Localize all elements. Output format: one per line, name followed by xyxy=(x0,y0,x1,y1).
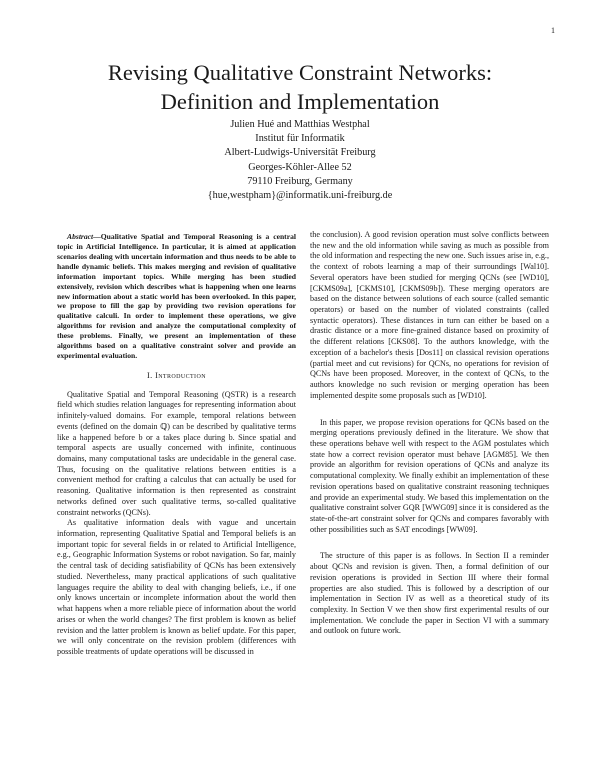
author-city: 79110 Freiburg, Germany xyxy=(247,175,353,187)
intro-paragraph-5: The structure of this paper is as follows. In Section II a reminder about QCNs and revision is given. Then, a formal definition of our revision operations is provided in Section III where their formal properties are also studied. This is followed by a description of our implementation in Section IV as well as a theoretical study of its complexity. In Section V we then show first experimental results of our implementation. We conclude the paper in Section VI with a summary and outlook on future work. xyxy=(310,551,549,636)
author-university: Albert-Ludwigs-Universität Freiburg xyxy=(224,147,376,159)
author-street: Georges-Köhler-Allee 52 xyxy=(248,161,352,173)
abstract xyxy=(57,232,296,361)
paragraph-gap xyxy=(310,402,549,418)
right-column xyxy=(310,230,549,637)
intro-paragraph-2: As qualitative information deals with vague and uncertain information, representing Qualitative Spatial and Temporal beliefs is an important topic for several fields in or related to Artificial Intelligence, e.g., Geographic Information Systems or robot navigation. So far, mainly the central task of deciding satisfiability of QCNs has been extensively studied. Nevertheless, many practical applications of such qualitative languages require the ability to deal with changing beliefs, i.e., if one only knows uncertain or incomplete information about the world then what happens when a more reliable piece of information about the world arises or when the world changes? The first problem is known as belief revision and the latter problem is known as belief update. For this paper, we will only concentrate on the revision problem (differences with possible treatments of update operations will be discussed in xyxy=(57,518,296,656)
author-email: {hue,westpham}@informatik.uni-freiburg.de xyxy=(207,190,393,202)
intro-paragraph-4: In this paper, we propose revision operations for QCNs based on the merging operations previously defined in the literature. We show that these operations behave well with respect to the AGM postulates which state how a correct revision operator must behave [AGM85]. We then provide an algorithm for revision operations of QCNs and analyze its computational complexity. We finally exhibit an implementation of these revision operations based on qualitative constraint reasoning techniques and provide an experimental study. We based this implementation on the qualitative constraint solver GQR [WWG09] since it is considered as the state-of-the-art constraint solver for QCNs and compares favorably with other possibilities such as SAT encodings [WW09]. xyxy=(310,417,549,534)
title-line-2: Definition and Implementation xyxy=(160,89,440,114)
abstract-text: —Qualitative Spatial and Temporal Reasoning is a central topic in Artificial Intelligence. In particular, it is aimed at application scenarios dealing with uncertain information and thus needs to be able to handle dynamic beliefs. This makes merging and revision of qualitative information important topics. While merging has been studied extensively, revision which describes what is happening when one learns new information about a static world has been overlooked. In this paper, we propose to fill the gap by providing two revision operations for qualitative calculi. In order to implement these operations, we give algorithms for revision and analyze the computational complexity of these problems. Finally, we present an implementation of these algorithms based on a qualitative constraint solver and provide an experimental evaluation. xyxy=(57,232,296,361)
author-names: Julien Hué and Matthias Westphal xyxy=(230,119,370,130)
title-line-1: Revising Qualitative Constraint Networks: xyxy=(107,60,493,85)
left-column xyxy=(57,232,296,658)
author-block xyxy=(0,118,600,203)
section-heading-introduction: I. Introduction xyxy=(147,370,206,380)
intro-paragraph-1: Qualitative Spatial and Temporal Reasoning (QSTR) is a research field which studies relation languages for representing information about infinitely-valued domains. For example, temporal relations between events (defined on the domain ℚ) can be described by qualitative terms like a happened before b or a takes place during b. Since spatial and temporal aspects are usually concerned with infinite, continuous domains, many computational tasks are undecidable in the general case. Thus, focusing on the qualitative relations between entities is a convenient method for crafting a calculus that can actually be used for reasoning. Qualitative information is then represented as constraint networks defined over such qualitative terms, so-called qualitative constraint networks (QCNs). xyxy=(57,389,296,517)
paragraph-gap xyxy=(310,535,549,551)
page-number: 1 xyxy=(551,26,555,35)
intro-paragraph-3: the conclusion). A good revision operation must solve conflicts between the new and the old information while saving as much as possible from the old information and respecting the new one. Such issues arise in, e.g., the context of robots learning a map of their surroundings [Wal10]. Several operators have been studied for merging QCNs (see [WD10], [CKMS09a], [CKMS10], [CKMS09b]). These merging operators are based on the distance between solutions of each source (called semantic operators) or based on the number of violated constraints (called syntactic operators). These distances in turn can either be based on a drastic distance or a more fine-grained distance based on proximity of the different relations [CKS08]. To the authors knowledge, with the exception of a bachelor's thesis [Dos11] on classical revision operations (partial meet and cut revisions) for QCNs, no operations for revision of QCNs have been proposed. Moreover, in the context of QCNs, to the authors knowledge no such revision or merging operation has been implemented despite some proposals such as [WD10]. xyxy=(310,230,549,400)
author-institute: Institut für Informatik xyxy=(255,133,345,145)
paper-title xyxy=(0,58,600,116)
abstract-label: Abstract xyxy=(67,232,94,241)
